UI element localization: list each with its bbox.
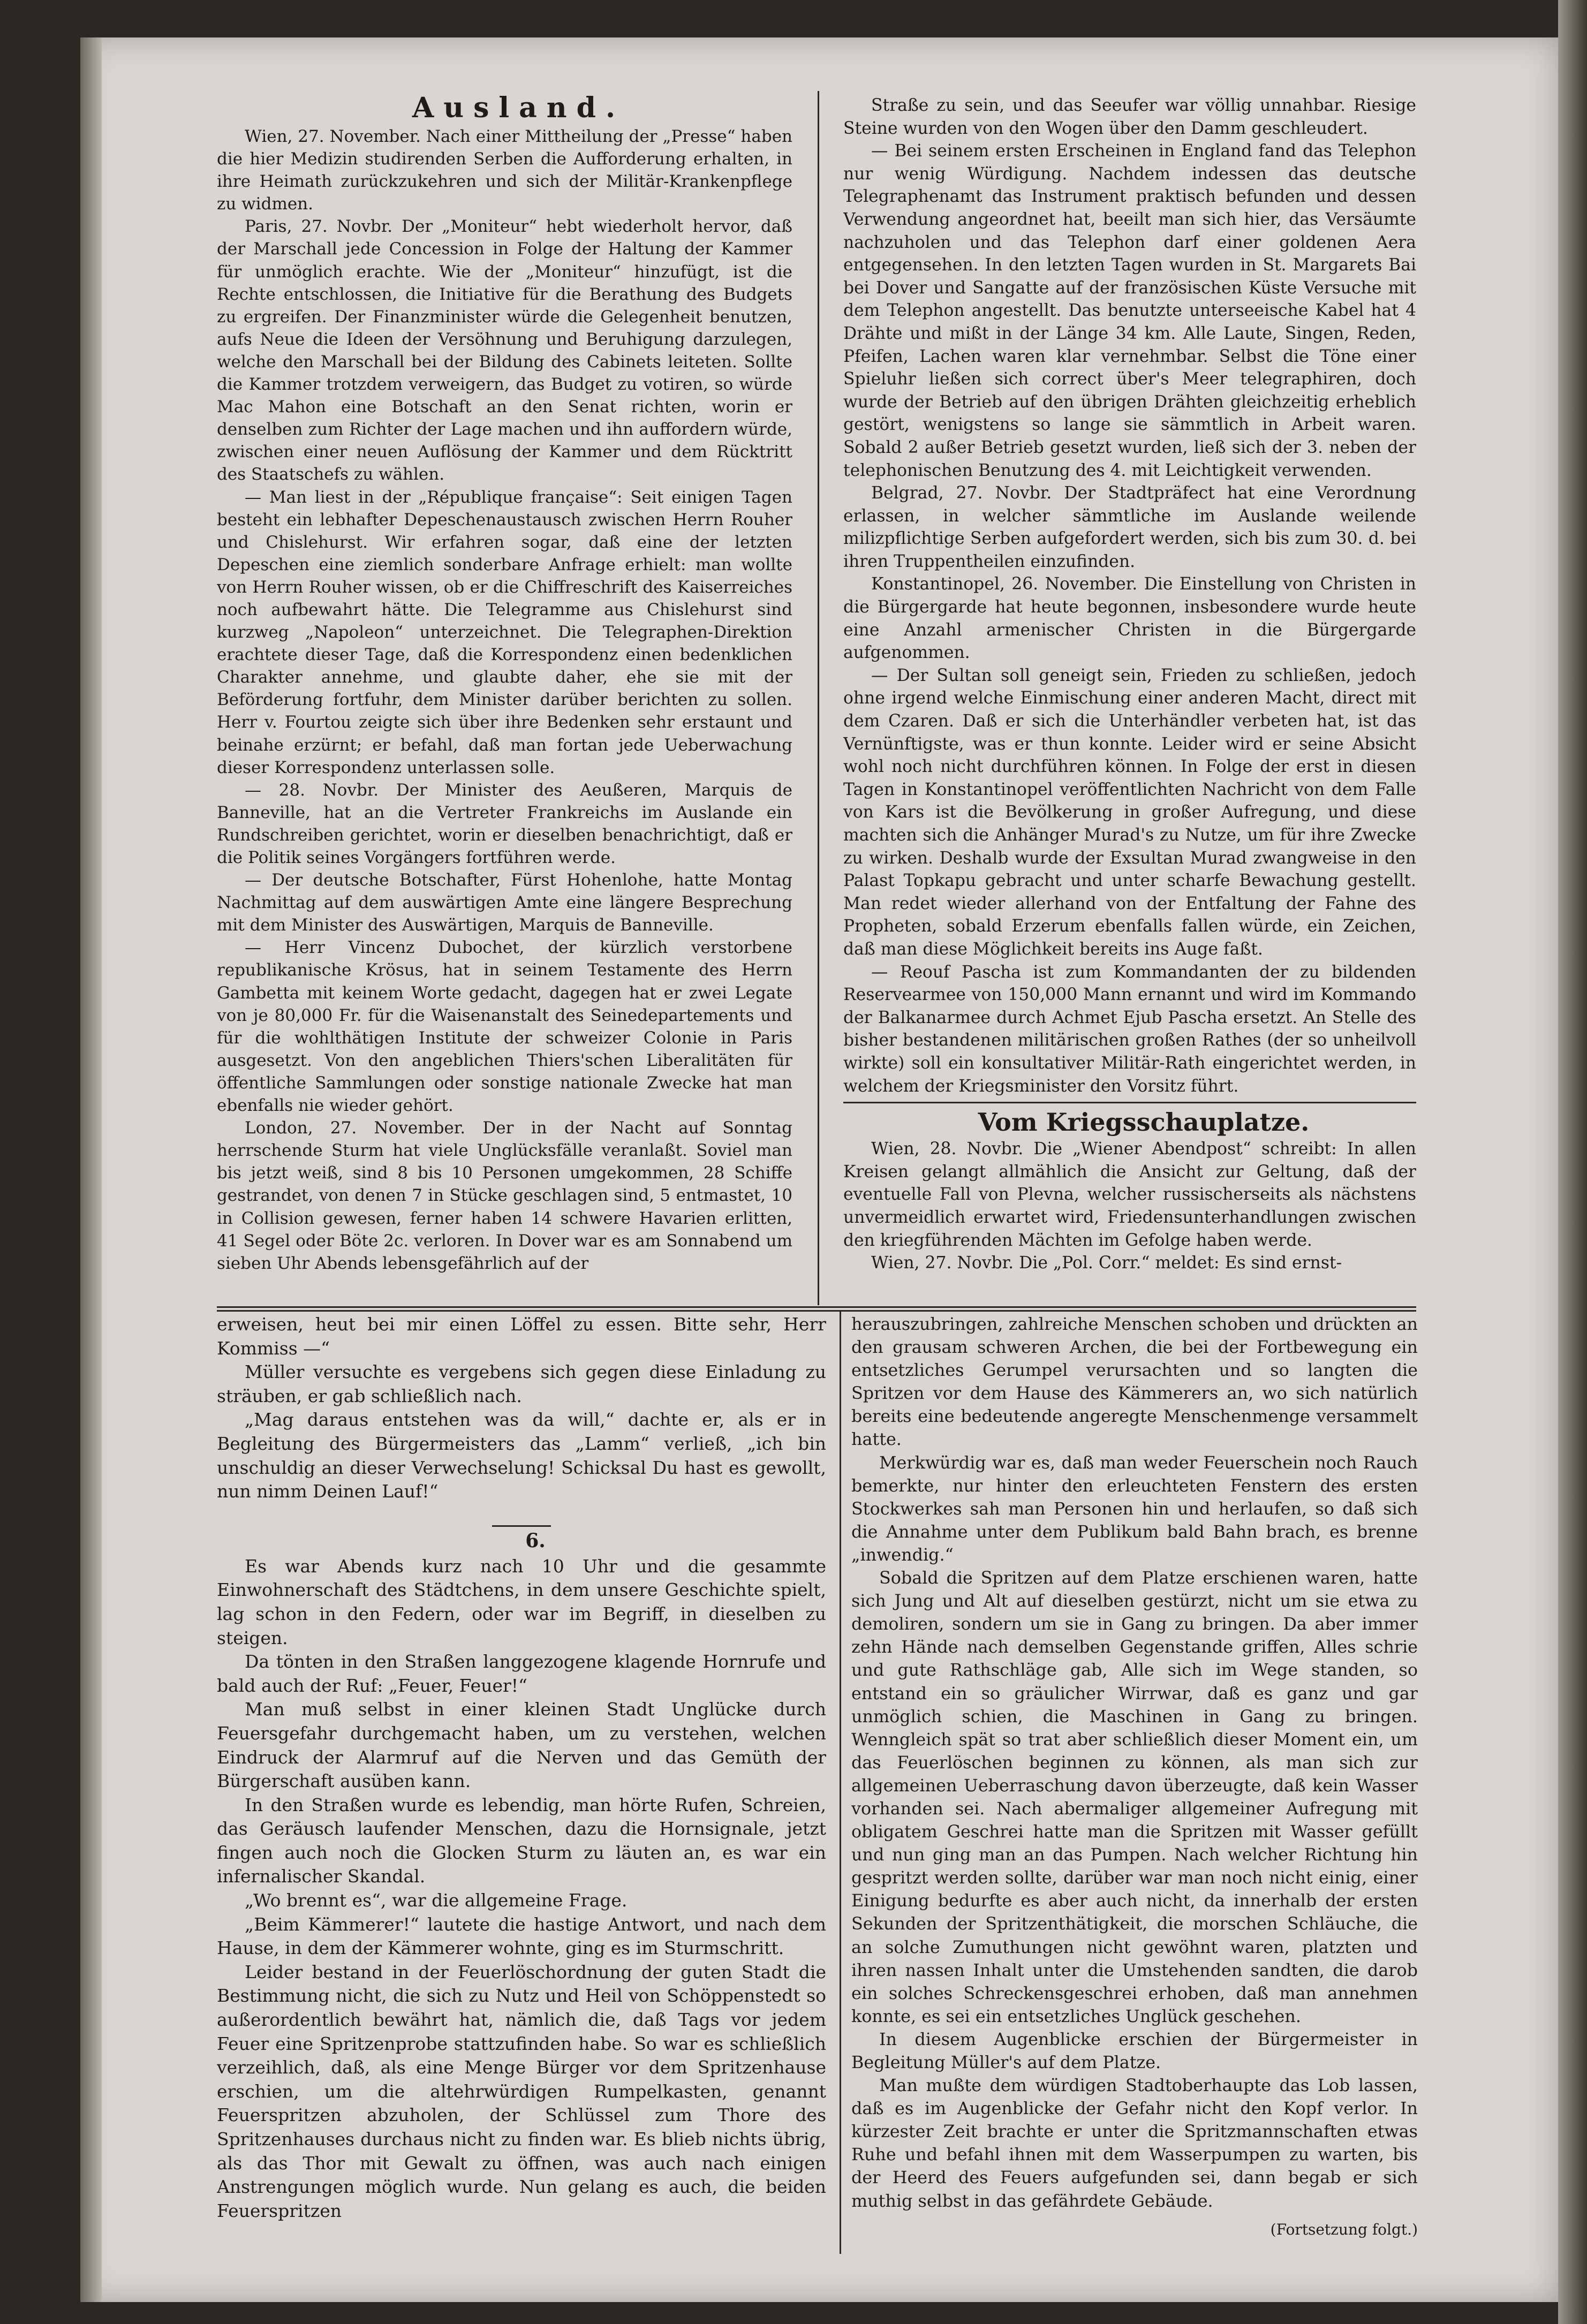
news-paragraphs-right: [843, 94, 1416, 1097]
ausland-heading: Ausland.: [412, 92, 625, 124]
paragraph: herauszubringen, zahlreiche Menschen schoben und drückten an den grausam schweren Archen, die bei der Fortbewegung ein entsetzliches Gerumpel verursachten und so langten die Spritzen vor dem Hause des Kämmerers an, wo sich natürlich bereits eine bedeutende angeregte Menschenmenge versammelt hatte.: [851, 1314, 1418, 1450]
paragraph: Wien, 27. Novbr. Die „Pol. Corr.“ meldet: Es sind ernst-: [871, 1253, 1342, 1273]
section-rule: [843, 1102, 1416, 1103]
krieg-heading: Vom Kriegsschauplatze.: [978, 1108, 1310, 1137]
feuilleton-bottom-paragraphs: [217, 1555, 826, 2223]
paragraph: London, 27. November. Der in der Nacht auf Sonntag herrschende Sturm hat viele Unglücksfälle veranlaßt. Soviel man bis jetzt weiß, sind 8 bis 10 Personen umgekommen, 28 Schiffe gestrandet, von denen 7 in Stücke geschlagen sind, 5 entmastet, 10 in Collision gewesen, ferner haben 14 schwere Havarien erlitten, 41 Segel oder Böte 2c. verloren. In Dover war es am Sonnabend um sieben Uhr Abends lebensgefährlich auf der: [217, 1118, 792, 1273]
feuilleton-top-paragraphs: [217, 1313, 826, 1504]
paragraph: Müller versuchte es vergebens sich gegen diese Einladung zu sträuben, er gab schließlich nach.: [217, 1361, 826, 1406]
paragraph: Da tönten in den Straßen langgezogene klagende Hornrufe und bald auch der Ruf: „Feuer, Feuer!“: [217, 1651, 826, 1696]
paragraph: — Reouf Pascha ist zum Kommandanten der zu bildenden Reservearmee von 150,000 Mann ernannt und wird im Kommando der Balkanarmee durch Achmet Ejub Pascha ersetzt. An Stelle des bisher bestandenen militärischen großen Rathes (der so unheilvoll wirkte) soll ein konsultativer Militär-Rath eingerichtet werden, in welchem der Kriegsminister den Vorsitz führt.: [843, 962, 1416, 1096]
paragraph: Sobald die Spritzen auf dem Platze erschienen waren, hatte sich Jung und Alt auf dieselben gestürzt, nicht um sie etwa zu demoliren, sondern um sie in Gang zu bringen. Da aber immer zehn Hände nach demselben Gegenstande griffen, Alles schrie und gute Rathschläge gab, Alle sich im Wege standen, so entstand ein so gräulicher Wirrwar, daß es ganz und gar unmöglich schien, die Maschinen in Gang zu bringen. Wenngleich spät so trat aber schließlich dieser Moment ein, um das Feuerlöschen beginnen zu können, als man sich zur allgemeinen Ueberraschung davon überzeugte, daß kein Wasser vorhanden sei. Nach abermaliger allgemeiner Aufregung mit obligatem Geschrei hatte man die Spritzen mit Wasser gefüllt und nun ging man an das Pumpen. Nach welcher Richtung hin gespritzt werden sollte, darüber war man noch nicht einig, einer Einigung bedurfte es aber auch nicht, da innerhalb der ersten Sekunden der Spritzenthätigkeit, die morschen Schläuche, die an solche Zumuthungen nicht gewöhnt waren, platzten und ihren nassen Inhalt unter die Umstehenden sandten, die darob ein solches Schreckensgeschrei erhoben, daß man annehmen konnte, es sei ein entsetzliches Unglück geschehen.: [851, 1568, 1418, 2026]
paragraph: Man muß selbst in einer kleinen Stadt Unglücke durch Feuersgefahr durchgemacht haben, um zu verstehen, welchen Eindruck der Alarmruf auf die Nerven und das Gemüth der Bürgerschaft ausüben kann.: [217, 1699, 826, 1792]
paragraph: — Man liest in der „République française“: Seit einigen Tagen besteht ein lebhafter Depeschenaustausch zwischen Herrn Rouher und Chislehurst. Wir erfahren sogar, daß eine der letzten Depeschen eine ziemlich sonderbare Anfrage erhielt: man wollte von Herrn Rouher wissen, ob er die Chiffreschrift des Kaiserreiches noch aufbewahrt hätte. Die Telegramme aus Chislehurst sind kurzweg „Napoleon“ unterzeichnet. Die Telegraphen-Direktion erachtete dieser Tage, daß die Korrespondenz einen bedenklichen Charakter annehme, und glaubte daher, ehe sie mit der Beförderung fortfuhr, dem Minister darüber berichten zu sollen. Herr v. Fourtou zeigte sich über ihre Bedenken sehr erstaunt und beinahe erzürnt; er befahl, daß man fortan jede Ueberwachung dieser Korrespondenz unterlassen solle.: [217, 487, 792, 777]
paragraph: „Wo brennt es“, war die allgemeine Frage.: [245, 1890, 628, 1911]
feuilleton-rule-2: [217, 1310, 1416, 1312]
paragraph: erweisen, heut bei mir einen Löffel zu essen. Bitte sehr, Herr Kommiss —“: [217, 1314, 826, 1359]
feuilleton-left-column: [217, 1313, 826, 2255]
paragraph: — Der deutsche Botschafter, Fürst Hohenlohe, hatte Montag Nachmittag auf dem auswärtigen Amte eine längere Besprechung mit dem Minister des Auswärtigen, Marquis de Banneville.: [217, 870, 792, 935]
news-column-right: [843, 94, 1416, 1301]
paragraph: Wien, 27. November. Nach einer Mittheilung der „Presse“ haben die hier Medizin studirenden Serben die Aufforderung erhalten, in ihre Heimath zurückzukehren und sich der Militär-Krankenpflege zu widmen.: [217, 127, 792, 214]
paragraph: — Der Sultan soll geneigt sein, Frieden zu schließen, jedoch ohne irgend welche Einmischung einer anderen Macht, direct mit dem Czaren. Daß er sich die Unterhändler verbeten hat, ist das Vernünftigste, was er thun konnte. Leider wird er seine Absicht wohl noch nicht durchführen können. In Folge der erst in diesen Tagen in Konstantinopel veröffentlichten Nachricht von dem Falle von Kars ist die Bevölkerung in großer Aufregung, und diese machten sich die Anhänger Murad's zu Nutze, um für ihre Zwecke zu wirken. Deshalb wurde der Exsultan Murad zwangweise in den Palast Topkapu gebracht und unter scharfe Bewachung gestellt. Man redet wieder allerhand von der Entfaltung der Fahne des Propheten, sobald Erzerum ebenfalls fallen würde, ein Zeichen, daß man diese Möglichkeit bereits ins Auge faßt.: [843, 665, 1416, 959]
paragraph: Paris, 27. Novbr. Der „Moniteur“ hebt wiederholt hervor, daß der Marschall jede Concession in Folge der Haltung der Kammer für unmöglich erachte. Wie der „Moniteur“ hinzufügt, ist die Rechte entschlossen, die Initiative für die Berathung des Budgets zu ergreifen. Der Finanzminister würde die Gelegenheit benutzen, aufs Neue die Ideen der Versöhnung und Beruhigung darzulegen, welche den Marschall bei der Bildung des Cabinets leiteten. Sollte die Kammer trotzdem verweigern, das Budget zu votiren, so würde Mac Mahon eine Botschaft an den Senat richten, worin er denselben zum Richter der Lage machen und ihn auffordern würde, zwischen einer neuen Auflösung der Kammer und dem Rücktritt des Staatschefs zu wählen.: [217, 217, 792, 485]
feuilleton-right-column: [851, 1313, 1418, 2260]
krieg-paragraphs: [843, 1138, 1416, 1275]
page-edge: [1558, 0, 1587, 2324]
paragraph: In den Straßen wurde es lebendig, man hörte Rufen, Schreien, das Geräusch laufender Menschen, dazu die Hornsignale, jetzt fingen auch noch die Glocken Sturm zu läuten an, es war ein infernalischer Skandal.: [217, 1794, 826, 1887]
page-binding: [80, 37, 102, 2302]
continued-note: (Fortsetzung folgt.): [1270, 2220, 1418, 2238]
paragraph: — Bei seinem ersten Erscheinen in England fand das Telephon nur wenig Würdigung. Nachdem indessen das deutsche Telegraphenamt das Instrument praktisch befunden und dessen Verwendung angeordnet hat, beeilt man sich hier, das Versäumte nachzuholen und das Telephon darf einer goldenen Aera entgegensehen. In den letzten Tagen wurden in St. Margarets Bai bei Dover und Sangatte auf der französischen Küste Versuche mit dem Telephon angestellt. Das benutzte unterseeische Kabel hat 4 Drähte und mißt in der Länge 34 km. Alle Laute, Singen, Reden, Pfeifen, Lachen waren klar vernehmbar. Selbst die Töne einer Spieluhr ließen sich correct über's Meer telegraphiren, doch wurde der Betrieb auf den übrigen Drähten gleichzeitig erheblich gestört, wenigstens so lange sie sämmtlich in Arbeit waren. Sobald 2 außer Betrieb gesetzt wurden, ließ sich der 3. neben der telephonischen Benutzung des 4. mit Leichtigkeit verwenden.: [843, 141, 1416, 480]
paragraph: Straße zu sein, und das Seeufer war völlig unnahbar. Riesige Steine wurden von den Wogen über den Damm geschleudert.: [843, 96, 1416, 138]
ausland-paragraphs: [217, 125, 792, 1275]
paragraph: In diesem Augenblicke erschien der Bürgermeister in Begleitung Müller's auf dem Platze.: [851, 2029, 1418, 2072]
column-divider-bottom: [840, 1312, 841, 2254]
paragraph: Merkwürdig war es, daß man weder Feuerschein noch Rauch bemerkte, nur hinter den erleuchteten Fenstern des ersten Stockwerkes sah man Personen hin und herlaufen, so daß sich die Annahme unter dem Publikum bald Bahn brach, es brenne „inwendig.“: [851, 1452, 1418, 1565]
paragraph: Wien, 28. Novbr. Die „Wiener Abendpost“ schreibt: In allen Kreisen gelangt allmählich die Ansicht zur Geltung, daß der eventuelle Fall von Plevna, welcher russischerseits als nächstens unvermeidlich erwartet wird, Friedensunterhandlungen zwischen den kriegführenden Mächten im Gefolge haben werde.: [843, 1139, 1416, 1250]
paragraph: Belgrad, 27. Novbr. Der Stadtpräfect hat eine Verordnung erlassen, in welcher sämmtliche im Auslande weilende milizpflichtige Serben aufgefordert werden, sich bis zum 30. d. bei ihren Truppentheilen einzufinden.: [843, 483, 1416, 571]
paragraph: Man mußte dem würdigen Stadtoberhaupte das Lob lassen, daß es im Augenblicke der Gefahr nicht den Kopf verlor. In kürzester Zeit brachte er unter die Spritzmannschaften etwas Ruhe und befahl ihnen mit dem Wasserpumpen zu warten, bis der Heerd des Feuers aufgefunden sei, dann begab er sich muthig selbst in das gefährdete Gebäude.: [851, 2076, 1418, 2211]
paragraph: Leider bestand in der Feuerlöschordnung der guten Stadt die Bestimmung nicht, die sich zu Nutz und Heil von Schöppenstedt so außerordentlich bewährt hat, nämlich die, daß Tags vor jedem Feuer eine Spritzenprobe stattzufinden habe. So war es schließlich verzeihlich, daß, als eine Menge Bürger vor dem Spritzenhause erschien, um die altehrwürdigen Rumpelkasten, genannt Feuerspritzen abzuholen, der Schlüssel zum Thore des Spritzenhauses durchaus nicht zu finden war. Es blieb nichts übrig, als das Thor mit Gewalt zu öffnen, was auch nach einigen Anstrengungen möglich wurde. Nun gelang es auch, die beiden Feuerspritzen: [217, 1961, 826, 2221]
paragraph: Konstantinopel, 26. November. Die Einstellung von Christen in die Bürgergarde hat heute begonnen, insbesondere wurde heute eine Anzahl armenischer Christen in die Bürgergarde aufgenommen.: [843, 574, 1416, 663]
chapter-number: 6.: [525, 1529, 546, 1552]
paragraph: Es war Abends kurz nach 10 Uhr und die gesammte Einwohnerschaft des Städtchens, in dem unsere Geschichte spielt, lag schon in den Federn, oder war im Begriff, in dieselben zu steigen.: [217, 1555, 826, 1648]
paragraph: „Beim Kämmerer!“ lautete die hastige Antwort, und nach dem Hause, in dem der Kämmerer wohnte, ging es im Sturmschritt.: [217, 1913, 826, 1959]
column-divider-top: [818, 91, 819, 1305]
paragraph: „Mag daraus entstehen was da will,“ dachte er, als er in Begleitung des Bürgermeisters das „Lamm“ verließ, „ich bin unschuldig an dieser Verwechselung! Schicksal Du hast es gewollt, nun nimm Deinen Lauf!“: [217, 1409, 826, 1502]
feuilleton-right-paragraphs: [851, 1313, 1418, 2213]
paragraph: — 28. Novbr. Der Minister des Aeußeren, Marquis de Banneville, hat an die Vertreter Frankreichs im Auslande ein Rundschreiben gerichtet, worin er dieselben benachrichtigt, daß er die Politik seines Vorgängers fortführen werde.: [217, 780, 792, 867]
feuilleton-rule: [217, 1306, 1416, 1308]
paragraph: — Herr Vincenz Dubochet, der kürzlich verstorbene republikanische Krösus, hat in seinem Testamente des Herrn Gambetta mit keinem Worte gedacht, dagegen hat er zwei Legate von je 80,000 Fr. für die Waisenanstalt des Seinedepartements und für die wohlthätigen Institute der schweizer Colonie in Paris ausgesetzt. Von den angeblichen Thiers'schen Liberalitäten für öffentliche Sammlungen oder sonstige nationale Zwecke hat man ebenfalls nie wieder gehört.: [217, 938, 792, 1116]
ausland-column: [217, 91, 792, 1298]
